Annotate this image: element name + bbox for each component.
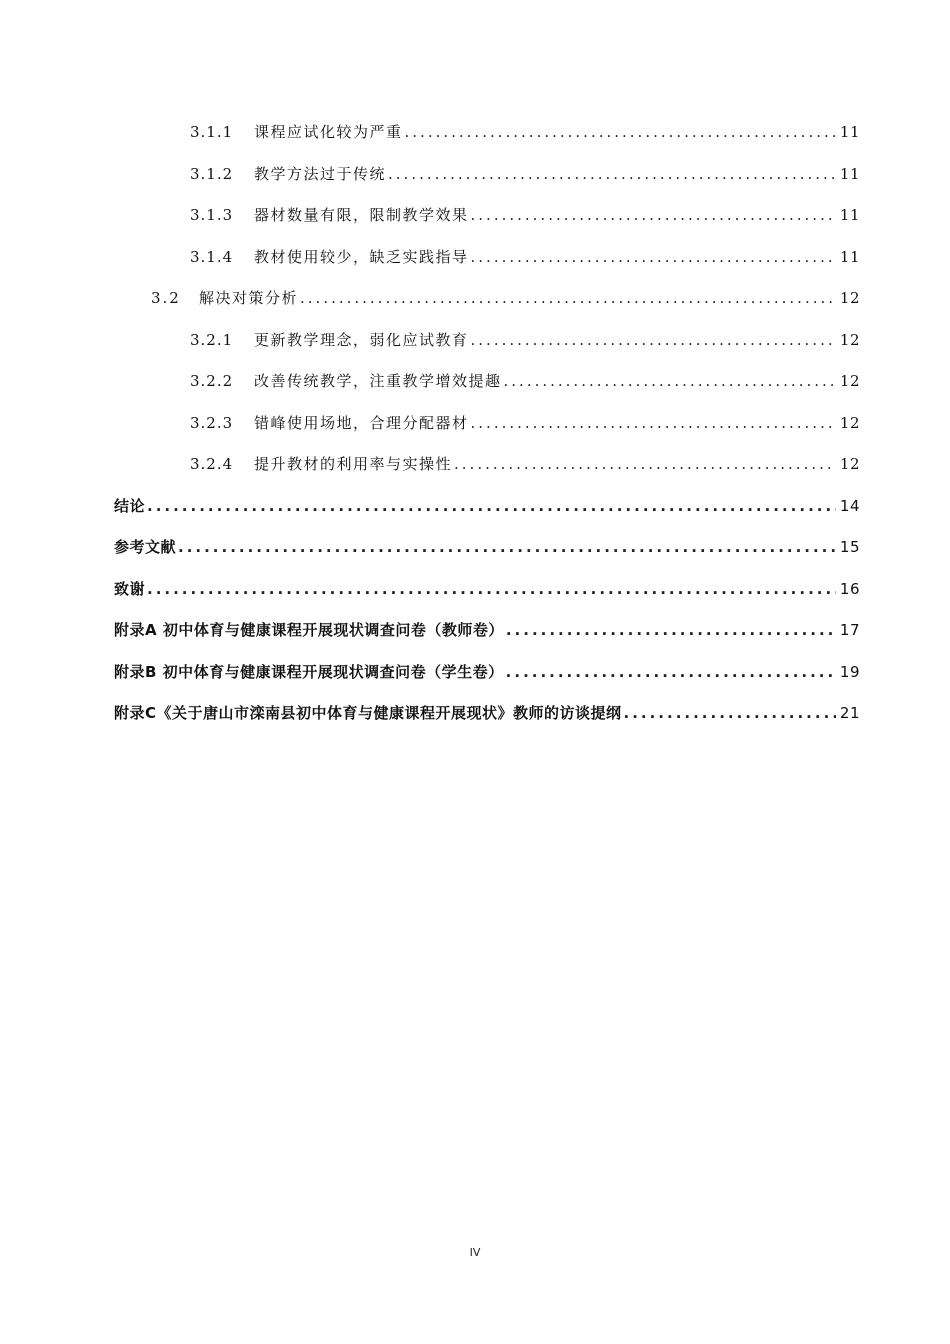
toc-dot-leader xyxy=(504,618,836,642)
toc-entry-3-1-4[interactable] xyxy=(190,245,860,269)
toc-entry-page: 17 xyxy=(839,621,860,639)
toc-entry-3-2-4[interactable] xyxy=(190,452,860,476)
toc-entry-page: 11 xyxy=(839,206,860,224)
toc-entry-appendix-a[interactable] xyxy=(114,618,860,642)
toc-dot-leader xyxy=(622,701,836,725)
toc-entry-title: 改善传统教学，注重教学增效提趣 xyxy=(254,372,502,390)
toc-dot-leader xyxy=(469,203,836,227)
toc-dot-leader xyxy=(145,577,836,601)
toc-entry-title: 器材数量有限，限制教学效果 xyxy=(254,206,469,224)
toc-entry-3-1-3[interactable] xyxy=(190,203,860,227)
toc-dot-leader xyxy=(502,369,836,393)
toc-entry-title: 致谢 xyxy=(114,580,146,598)
toc-entry-title: 提升教材的利用率与实操性 xyxy=(254,455,453,473)
toc-entry-title: 课程应试化较为严重 xyxy=(254,123,403,141)
toc-entry-appendix-b[interactable] xyxy=(114,660,860,684)
toc-entry-title: 教学方法过于传统 xyxy=(254,165,387,183)
toc-entry-page: 15 xyxy=(839,538,860,556)
toc-dot-leader xyxy=(298,286,836,310)
toc-entry-3-2-3[interactable] xyxy=(190,411,860,435)
toc-dot-leader xyxy=(504,660,836,684)
page-number: IV xyxy=(469,1246,481,1259)
toc-entry-page: 19 xyxy=(839,663,860,681)
toc-dot-leader xyxy=(145,494,836,518)
toc-entry-number: 3.2.4 xyxy=(190,455,234,473)
toc-entry-number: 3.1.3 xyxy=(190,206,234,224)
toc-entry-number: 3.1.4 xyxy=(190,248,234,266)
toc-entry-page: 12 xyxy=(839,331,860,349)
toc-entry-3-2-1[interactable] xyxy=(190,328,860,352)
toc-entry-title: 解决对策分析 xyxy=(199,289,299,307)
toc-entry-page: 14 xyxy=(839,497,860,515)
toc-entry-3-1-1[interactable] xyxy=(190,120,860,144)
toc-dot-leader xyxy=(452,452,836,476)
toc-dot-leader xyxy=(469,245,836,269)
toc-entry-acknowledgements[interactable] xyxy=(114,577,860,601)
toc-entry-title: 教材使用较少，缺乏实践指导 xyxy=(254,248,469,266)
toc-entry-page: 12 xyxy=(839,289,860,307)
toc-entry-page: 11 xyxy=(839,123,860,141)
toc-entry-number: 3.2.3 xyxy=(190,414,234,432)
toc-entry-page: 21 xyxy=(839,704,860,722)
toc-entry-page: 12 xyxy=(839,414,860,432)
toc-entry-number: 3.2.2 xyxy=(190,372,234,390)
toc-entry-3-1-2[interactable] xyxy=(190,162,860,186)
toc-dot-leader xyxy=(386,162,836,186)
toc-entry-page: 11 xyxy=(839,248,860,266)
toc-entry-page: 11 xyxy=(839,165,860,183)
toc-dot-leader xyxy=(469,328,836,352)
toc-entry-number: 3.2.1 xyxy=(190,331,234,349)
toc-dot-leader xyxy=(176,535,836,559)
toc-entry-appendix-c[interactable] xyxy=(114,701,860,725)
toc-entry-title: 结论 xyxy=(114,497,146,515)
toc-entry-3-2[interactable] xyxy=(151,286,860,310)
toc-entry-number: 3.2 xyxy=(151,289,181,307)
toc-entry-title: 附录B 初中体育与健康课程开展现状调查问卷（学生卷） xyxy=(114,663,504,681)
toc-entry-number: 3.1.1 xyxy=(190,123,234,141)
toc-entry-title: 附录A 初中体育与健康课程开展现状调查问卷（教师卷） xyxy=(114,621,504,639)
toc-entry-page: 16 xyxy=(839,580,860,598)
toc-dot-leader xyxy=(403,120,836,144)
toc-entry-number: 3.1.2 xyxy=(190,165,234,183)
toc-entry-3-2-2[interactable] xyxy=(190,369,860,393)
toc-entry-title: 更新教学理念，弱化应试教育 xyxy=(254,331,469,349)
toc-dot-leader xyxy=(469,411,836,435)
toc-entry-references[interactable] xyxy=(114,535,860,559)
toc-entry-page: 12 xyxy=(839,372,860,390)
toc-entry-title: 参考文献 xyxy=(114,538,177,556)
toc-entry-conclusion[interactable] xyxy=(114,494,860,518)
toc-entry-title: 错峰使用场地，合理分配器材 xyxy=(254,414,469,432)
toc-entry-page: 12 xyxy=(839,455,860,473)
toc-entry-title: 附录C《关于唐山市滦南县初中体育与健康课程开展现状》教师的访谈提纲 xyxy=(114,704,622,722)
